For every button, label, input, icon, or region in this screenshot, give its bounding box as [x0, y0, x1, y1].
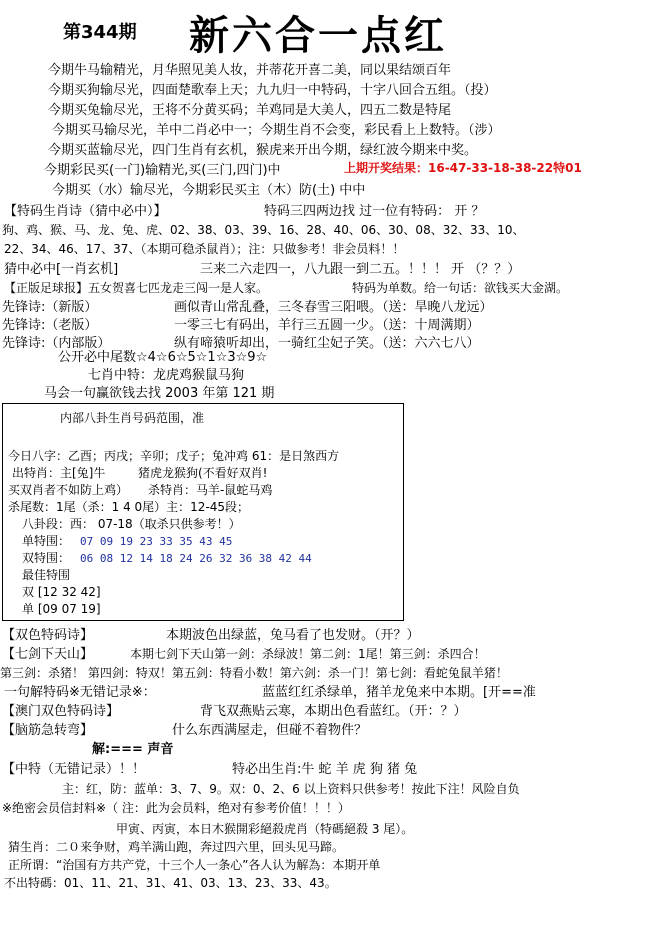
pioneer-text: 画似青山常乱叠，三冬春雪三阳喂。（送：旱晚八龙远） — [174, 300, 493, 315]
zhongte-main: 主：红，防：蓝单：3、7、9。双：0、2、6 以上资料只供参考！按此下注！风险自负 — [62, 782, 520, 796]
box-bagua: 八卦段：西： 07-18（取杀只供参考！） — [22, 517, 241, 531]
section-text: 特码为单数。给一句话：欲钱买大金湖。 — [352, 281, 569, 295]
tiger-kill: 甲寅、丙寅，本日木猴開彩絕殺虎肖（特碼絕殺 3 尾）。 — [116, 822, 414, 836]
intro-line: 今期买蓝输尽光，四门生肖有玄机，猴虎来开出今期，绿红波今期来中奖。 — [48, 143, 478, 158]
page-title: 新六合一点红 — [189, 12, 447, 59]
section-header: 【脑筋急转弯】 — [2, 723, 94, 738]
box-out: 出特肖：主[兔]牛 — [12, 466, 106, 480]
number-line: 狗、鸡、猴、马、龙、兔、虎、02、38、03、39、16、28、40、06、30、08、32、33、10、 — [2, 223, 525, 237]
zhongte-member: ※绝密会员信封料※（ 注：此为会员料，绝对有参考价值！！！） — [2, 801, 350, 815]
box-double-label: 双特围： — [22, 551, 71, 565]
number-line: 22、34、46、17、37、（本期可稳杀鼠肖）；注：只做参考！非会员料！！ — [4, 242, 405, 256]
intro-line: 今期彩民买(一门)输精光,买(三门,四门)中 — [44, 163, 281, 178]
intro-line: 今期牛马输精光，月华照见美人妆，并蒂花开喜二美，同以果结颂百年 — [48, 63, 452, 78]
section-text: 三来二六走四一，八九跟一到二五。！！！ 开 （？？） — [200, 262, 521, 277]
sword-line: 一句解特码※无错记录※： — [4, 685, 156, 700]
intro-line: 今期买兔输尽光，王将不分黄买码；羊鸡同是大美人，四五二数是特尾 — [48, 103, 452, 118]
section-text: 特必出生肖:牛 蛇 羊 虎 狗 猪 兔 — [232, 762, 418, 777]
section-header: 猜中必中[一肖玄机] — [4, 262, 119, 277]
pioneer-label: 先锋诗:（内部版） — [2, 336, 111, 351]
section-header: 【双色特码诗】 — [2, 628, 94, 643]
pioneer-label: 先锋诗:（老版） — [2, 318, 98, 333]
riddle-answer: 解:=== 声音 — [92, 742, 174, 757]
saying: 正所谓：“治国有方共产党，十三个人一条心”各人认为解為：本期开单 — [8, 858, 381, 872]
box-bazi: 今日八字：乙酉；丙戌；辛卯；戊子；兔冲鸡 61：是日煞西方 — [8, 449, 340, 463]
box-best: 最佳特围 — [22, 568, 71, 582]
box-double: 买双肖者不如防上鸡） — [8, 483, 129, 497]
no-out-numbers: 不出特碼：01、11、21、31、41、03、13、23、33、43。 — [4, 876, 337, 890]
pioneer-text: 纵有啼猿听却出，一骑红尘妃子笑。（送：六六七八） — [174, 336, 480, 351]
tail-numbers: 公开必中尾数☆4☆6☆5☆1☆3☆9☆ — [58, 350, 268, 365]
section-header: 【正版足球报】五女贺喜七匹龙走三闯一是人家。 — [4, 281, 269, 295]
box-out-note: 猪虎龙猴狗(不看好双肖! — [138, 466, 268, 480]
section-text: 本期波色出绿蓝，兔马看了也发财。（开？） — [166, 628, 420, 643]
box-single-label: 单特围： — [22, 534, 71, 548]
section-header: 【特码生肖诗（猜中必中）】 — [4, 204, 167, 219]
last-result: 上期开奖结果：16-47-33-18-38-22特01 — [344, 161, 582, 175]
section-text: 什么东西满屋走，但碰不着物件？ — [172, 723, 368, 738]
box-kill: 杀特肖：马羊-鼠蛇马鸡 — [148, 483, 273, 497]
pioneer-label: 先锋诗:（新版） — [2, 300, 98, 315]
box-tail-kill: 杀尾数：1尾（杀：1 4 0尾）主：12-45段； — [8, 500, 250, 514]
guess-zodiac: 猜生肖：二０来争财，鸡羊满山跑，奔过四六里，回头见马蹄。 — [8, 840, 345, 854]
sword-line: 第三剑：杀猪！ 第四剑：特双！第五剑：特看小数！第六剑：杀一门！第七剑：看蛇兔鼠羊猪！ — [0, 666, 508, 680]
box-best-double: 双 [12 32 42] — [22, 585, 101, 599]
seven-zodiac: 七肖中特：龙虎鸡猴鼠马狗 — [88, 368, 245, 383]
intro-line: 今期买狗输尽光，四面楚歌奉上天；九九归一中特码，十字八回合五组。（投） — [48, 83, 497, 98]
section-header: 【七剑下天山】 — [2, 647, 94, 662]
section-text: 特码三四两边找 过一位有特码： 开 ？ — [264, 204, 485, 219]
section-text: 背飞双燕贴云寒，本期出色看蓝红。（开：？） — [200, 704, 467, 719]
section-header: 【澳门双色特码诗】 — [2, 704, 120, 719]
sword-line: 蓝蓝红红杀绿单，猪羊龙兔来中本期。[开==准 — [262, 685, 536, 700]
pioneer-text: 一零三七有码出，羊行三五圆一少。（送：十周满期） — [174, 318, 480, 333]
box-best-single: 单 [09 07 19] — [22, 602, 101, 616]
section-header: 【中特（无错记录）！！ — [2, 762, 146, 777]
sword-line: 本期七剑下天山第一剑：杀绿波！第二剑：1尾！第三剑：杀四合！ — [130, 647, 486, 661]
issue-number: 第344期 — [63, 22, 137, 43]
intro-line: 今期买马输尽光，羊中二肖必中一；今期生肖不会变，彩民看上上数特。（涉） — [52, 123, 501, 138]
intro-line: 今期买（水）输尽光，今期彩民买主（木）防(土) 中中 — [52, 183, 366, 198]
box-double-nums: 06 08 12 14 18 24 26 32 36 38 42 44 — [80, 552, 312, 565]
horse-saying: 马会一句赢欲钱去找 2003 年第 121 期 — [44, 386, 275, 401]
box-single-nums: 07 09 19 23 33 35 43 45 — [80, 535, 233, 548]
box-title: 内部八卦生肖号码范围，准 — [60, 411, 205, 425]
